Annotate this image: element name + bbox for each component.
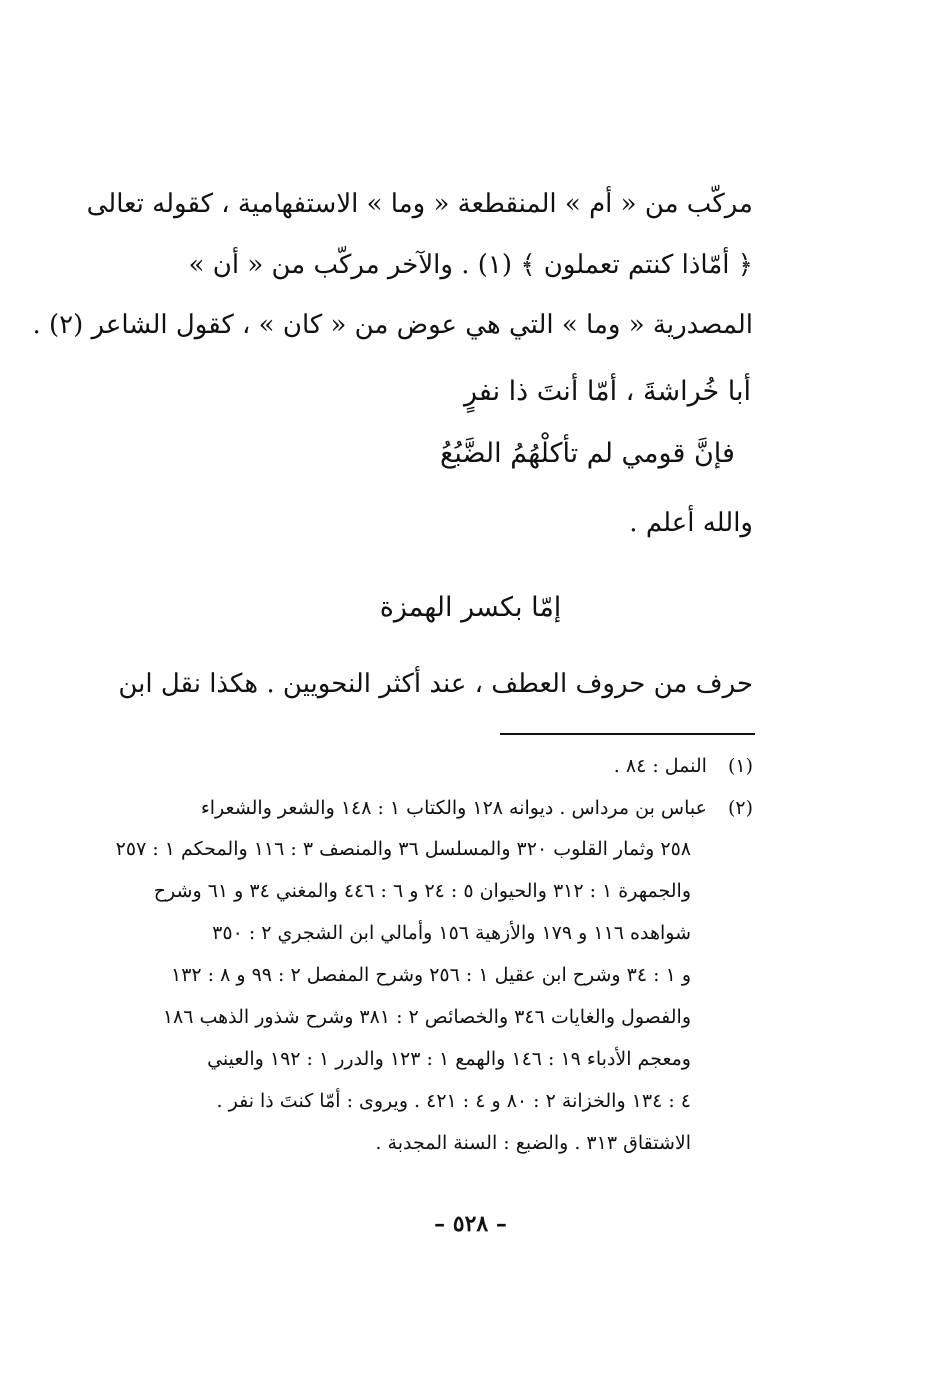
section-first-line: حرف من حروف العطف ، عند أكثر النحويين . هكذا نقل ابن — [118, 669, 753, 699]
verse-second-hemistich: فإنَّ قومي لم تأكلْهُمُ الضَّبُعُ — [440, 438, 735, 469]
section-heading: إمّا بكسر الهمزة — [379, 592, 562, 623]
footnote-separator — [500, 733, 755, 735]
body-line-2: ﴿ أمّاذا كنتم تعملون ﴾ (١) . والآخر مركّب من « أن » — [188, 250, 753, 280]
footnote-2-line-2: ٢٥٨ وثمار القلوب ٣٢٠ والمسلسل ٣٦ والمنصف ٣ : ١١٦ والمحكم ١ : ٢٥٧ — [115, 838, 691, 860]
verse-first-hemistich: أبا خُراشةَ ، أمّا أنتَ ذا نفرٍ — [464, 376, 751, 407]
closing-phrase: والله أعلم . — [629, 508, 753, 538]
footnote-1 — [614, 750, 753, 782]
body-line-1: مركّب من « أم » المنقطعة « وما » الاستفهامية ، كقوله تعالى — [86, 189, 753, 219]
body-line-3: المصدرية « وما » التي هي عوض من « كان » ، كقول الشاعر (٢) . — [32, 310, 753, 340]
footnote-1-text: النمل : ٨٤ . — [613, 755, 707, 777]
footnote-2-line-8: ٤ : ١٣٤ والخزانة ٢ : ٨٠ و ٤ : ٤٢١ . ويروى : أمّا كنتَ ذا نفر . — [216, 1090, 691, 1112]
footnote-2-line-7: ومعجم الأدباء ١٩ : ١٤٦ والهمع ١ : ١٢٣ والدرر ١ : ١٩٢ والعيني — [207, 1048, 691, 1070]
footnote-2-line-3: والجمهرة ١ : ٣١٢ والحيوان ٥ : ٢٤ و ٦ : ٤٤٦ والمغني ٣٤ و ٦١ وشرح — [153, 880, 691, 902]
footnote-2-line-4: شواهده ١١٦ و ١٧٩ والأزهية ١٥٦ وأمالي ابن الشجري ٢ : ٣٥٠ — [212, 922, 691, 944]
footnote-1-number: (١) — [727, 755, 753, 777]
page-number: – ٥٢٨ – — [434, 1211, 507, 1237]
footnote-2-line-1: عباس بن مرداس . ديوانه ١٢٨ والكتاب ١ : ١٤٨ والشعر والشعراء — [200, 797, 707, 819]
footnote-2-line-9: الاشتقاق ٣١٣ . والضبع : السنة المجدبة . — [375, 1132, 691, 1154]
footnote-2 — [201, 792, 753, 824]
footnote-2-line-5: و ١ : ٣٤ وشرح ابن عقيل ١ : ٢٥٦ وشرح المفصل ٢ : ٩٩ و ٨ : ١٣٢ — [171, 964, 691, 986]
footnote-2-number: (٢) — [727, 797, 753, 819]
footnote-2-line-6: والفصول والغايات ٣٤٦ والخصائص ٢ : ٣٨١ وشرح شذور الذهب ١٨٦ — [162, 1006, 691, 1028]
